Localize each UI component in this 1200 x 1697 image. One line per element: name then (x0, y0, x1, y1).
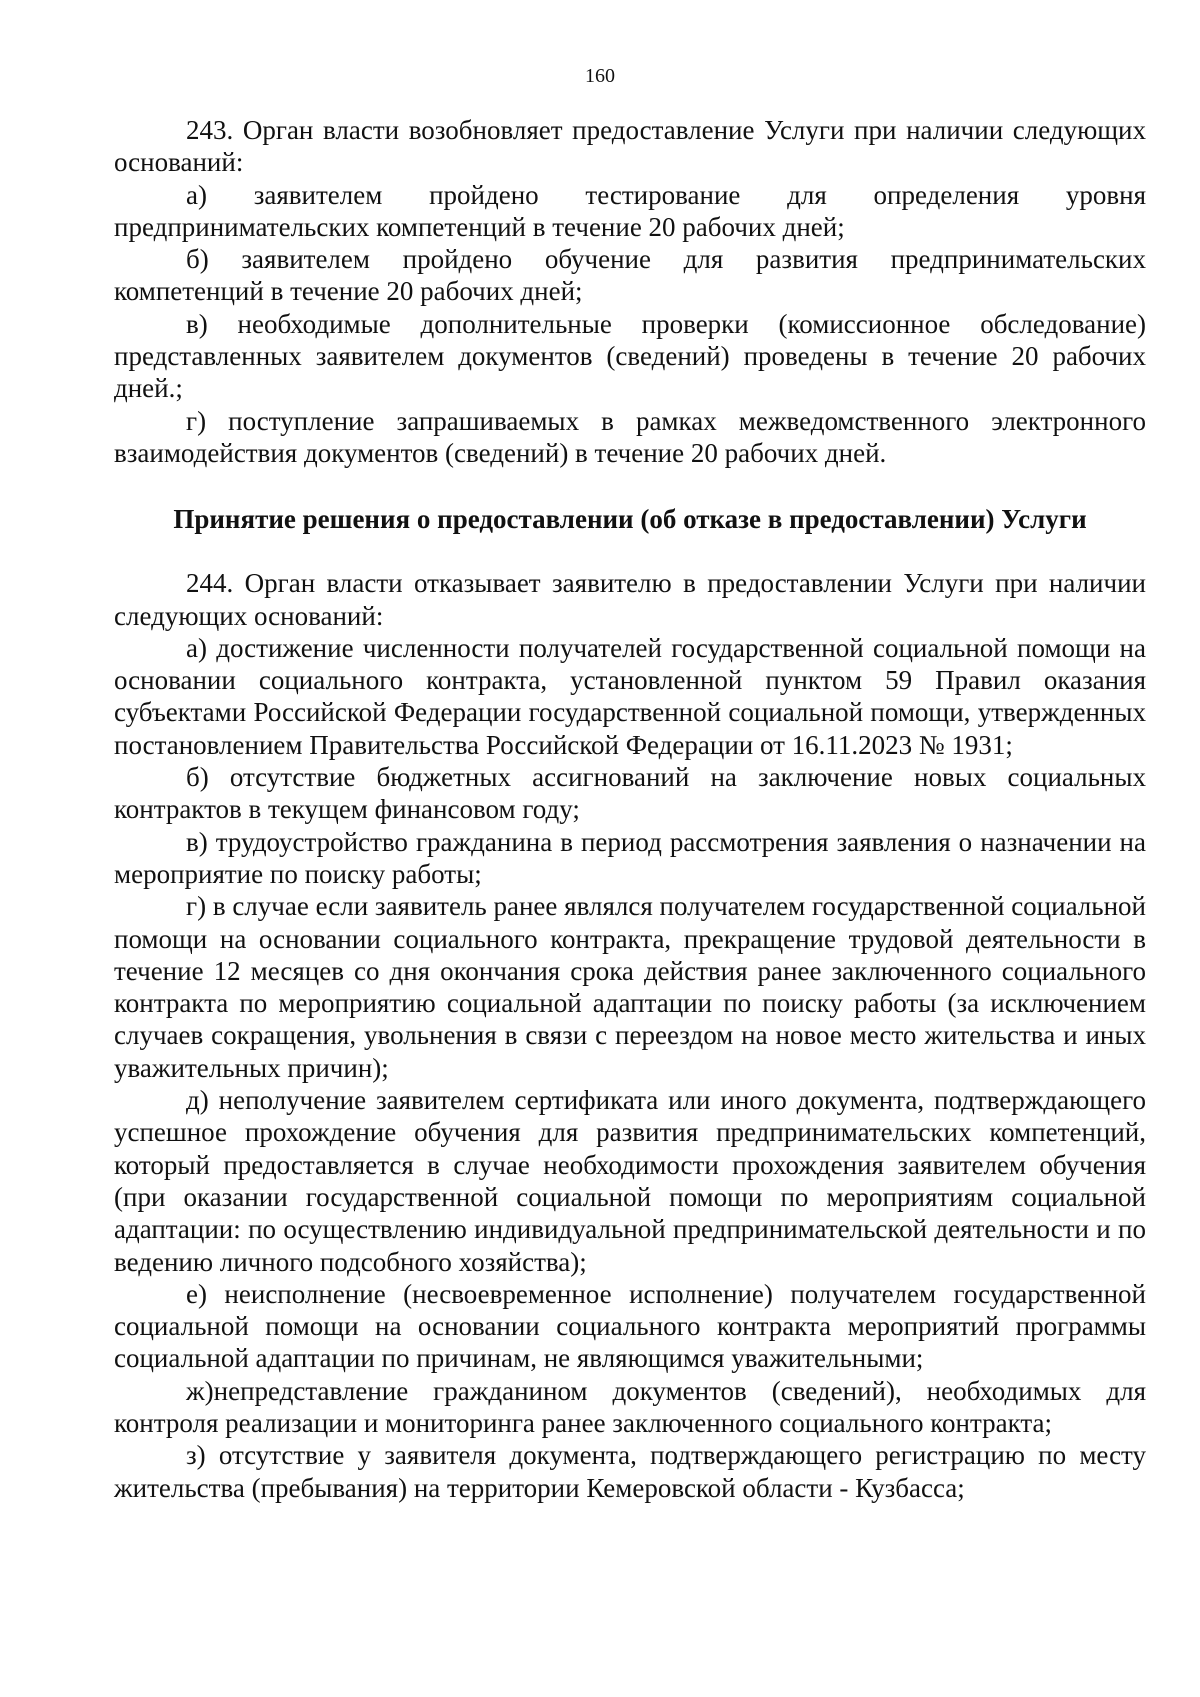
clause-243-item-a: а) заявителем пройдено тестирование для определения уровня предпринимательских компетенций в течение 20 рабочих дней; (114, 179, 1146, 242)
clause-244-item-e: е) неисполнение (несвоевременное исполнение) получателем государственной социальной помощи на основании социального контракта мероприятий программы социальной адаптации по причинам, не являющимся уважительными; (114, 1278, 1146, 1374)
clause-243-item-b: б) заявителем пройдено обучение для развития предпринимательских компетенций в течение 20 рабочих дней; (114, 244, 1146, 307)
section-244 (114, 567, 1146, 1504)
clause-243-item-g: г) поступление запрашиваемых в рамках межведомственного электронного взаимодействия документов (сведений) в течение 20 рабочих дней. (114, 405, 1146, 468)
clause-244-item-a: а) достижение численности получателей государственной социальной помощи на основании социального контракта, установленной пунктом 59 Правил оказания субъектами Российской Федерации государственной социальной помощи, утвержденных постановлением Правительства Российской Федерации от 16.11.2023 № 1931; (114, 632, 1146, 760)
clause-244-item-b: б) отсутствие бюджетных ассигнований на заключение новых социальных контрактов в текущем финансовом году; (114, 762, 1146, 825)
clause-244-item-g: г) в случае если заявитель ранее являлся получателем государственной социальной помощи на основании социального контракта, прекращение трудовой деятельности в течение 12 месяцев со дня окончания срока действия ранее заключенного социального контракта по мероприятию социальной адаптации по поиску работы (за исключением случаев сокращения, увольнения в связи с переездом на новое место жительства и иных уважительных причин); (114, 891, 1146, 1083)
clause-243-intro: 243. Орган власти возобновляет предоставление Услуги при наличии следующих оснований: (114, 115, 1146, 178)
clause-244-item-z: з) отсутствие у заявителя документа, подтверждающего регистрацию по месту жительства (пребывания) на территории Кемеровской области - Кузбасса; (114, 1440, 1146, 1503)
clause-243-item-v: в) необходимые дополнительные проверки (комиссионное обследование) представленных заявителем документов (сведений) проведены в течение 20 рабочих дней.; (114, 308, 1146, 404)
clause-244-item-zh: ж)непредставление гражданином документов (сведений), необходимых для контроля реализации и мониторинга ранее заключенного социального контракта; (114, 1375, 1146, 1438)
clause-244-item-v: в) трудоустройство гражданина в период рассмотрения заявления о назначении на мероприятие по поиску работы; (114, 826, 1146, 889)
page-number: 160 (585, 65, 615, 87)
section-243 (114, 114, 1146, 469)
document-body (114, 114, 1146, 1504)
clause-244-intro: 244. Орган власти отказывает заявителю в предоставлении Услуги при наличии следующих оснований: (114, 568, 1146, 631)
section-heading: Принятие решения о предоставлении (об отказе в предоставлении) Услуги (173, 504, 1087, 535)
clause-244-item-d: д) неполучение заявителем сертификата или иного документа, подтверждающего успешное прохождение обучения для развития предпринимательских компетенций, который предоставляется в случае необходимости прохождения заявителем обучения (при оказании государственной социальной помощи по мероприятиям социальной адаптации: по осуществлению индивидуальной предпринимательской деятельности и по ведению личного подсобного хозяйства); (114, 1085, 1146, 1277)
